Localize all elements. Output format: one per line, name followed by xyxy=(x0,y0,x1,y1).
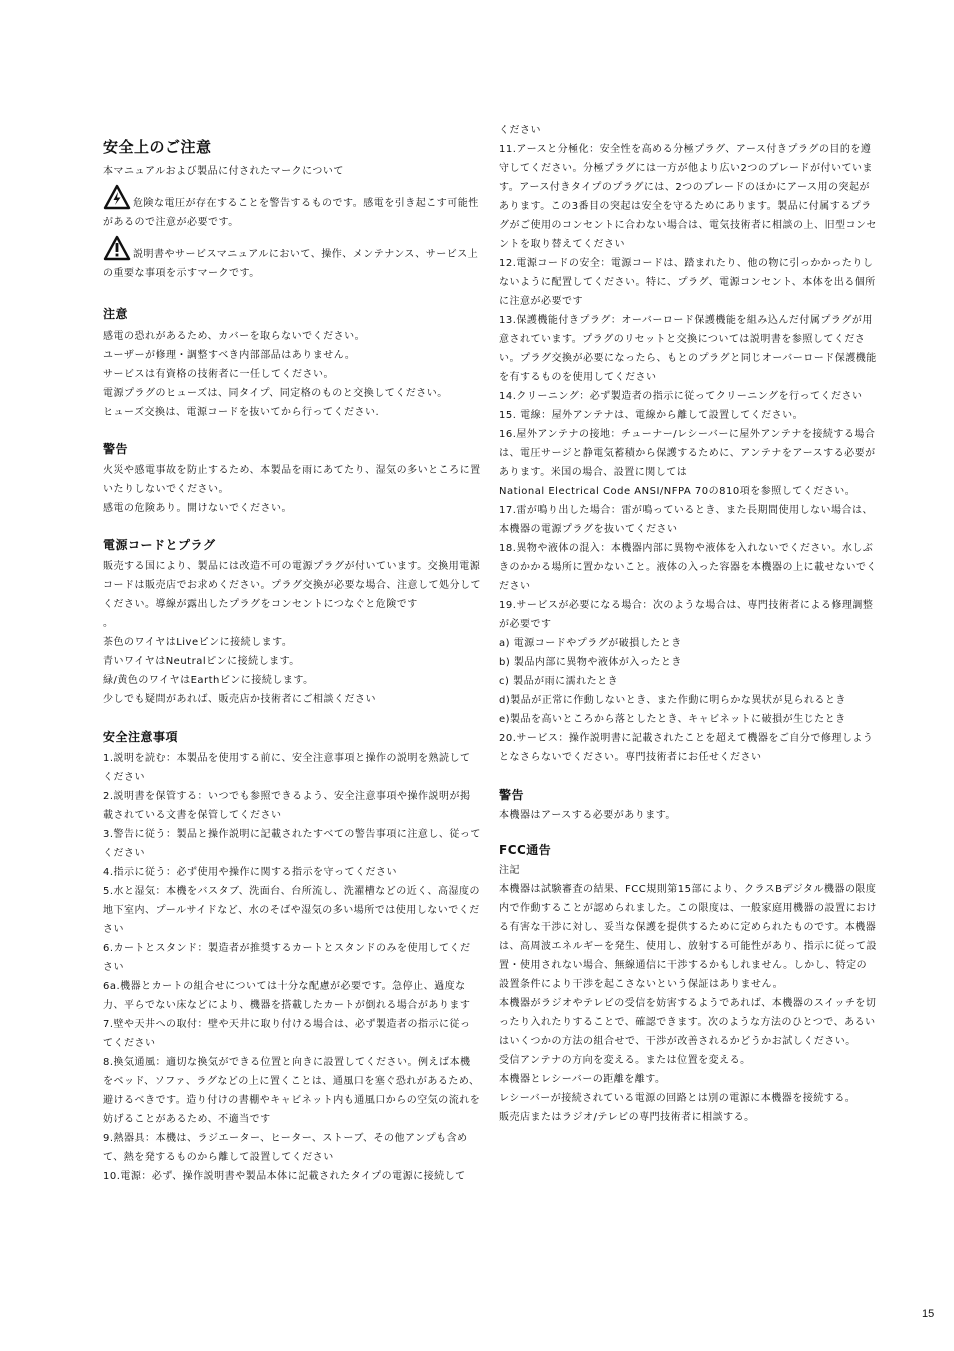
grounding-warning-body: 本機器はアースする必要があります。 xyxy=(499,810,676,821)
power-cord-body: 販売する国により、製品には改造不可の電源プラグが付いています。交換用電源コードは販売店でお求めください。プラグ交換が必要な場合、注意して処分してください。導線が露出したプラグをコンセントにつなぐと危険です 。 茶色のワイヤはLiveピンに接続します。 青いワイヤはNeutralピンに接続します。 緑/黄色のワイヤはEarthピンに接続します。 少しでも疑問があれば、販売店か技術者にご相談ください xyxy=(103,561,481,705)
grounding-warning-heading: 警告 xyxy=(499,788,525,802)
safety-instructions-continued: ください 11.アースと分極化：安全性を高める分極プラグ、アース付きプラグの目的を遵守してください。分極プラグには一方が他より広い2つのブレードが付いています。アース付きタイプのプラグには、2つのブレードのほかにアース用の突起があります。この3番目の突起は安全を守るためにあります。製品に付属するプラグがご使用のコンセントに合わない場合は、電気技術者に相談の上、旧型コンセントを取り替えてください 12.電源コードの安全：電源コードは、踏まれたり、他の物に引っかかったりしないように配置してください。特に、プラグ、電源コンセント、本体を出る個所に注意が必要です 13.保護機能付きプラグ：オーバーロード保護機能を組み込んだ付属プラグが用意されています。プラグのリセットと交換については説明書を参照してください。プラグ交換が必要になったら、もとのプラグと同じオーバーロード保護機能を有するものを使用してください 14.クリーニング：必ず製造者の指示に従ってクリーニングを行ってください 15. 電線：屋外アンテナは、電線から離して設置してください。 16.屋外アンテナの接地：チューナー/レシーバーに屋外アンテナを接続する場合は、電圧サージと静電気蓄積から保護するために、アンテナをアースする必要があります。米国の場合、設置に関しては National Electrical Code ANSI/NFPA 70の810項を参照してください。 17.雷が鳴り出した場合：雷が鳴っているとき、また長期間使用しない場合は、本機器の電源プラグを抜いてください 18.異物や液体の混入：本機器内部に異物や液体を入れないでください。水しぶきのかかる場所に置かないこと。液体の入った容器を本機器の上に載せないでください 19.サービスが必要になる場合：次のような場合は、専門技術者による修理調整が必要です a) 電源コードやプラグが破損したとき b) 製品内部に異物や液体が入ったとき c) 製品が雨に濡れたとき d)製品が正常に作動しないとき、また作動に明らかな異状が見られるとき e)製品を高いところから落としたとき、キャビネットに破損が生じたとき 20.サービス：操作説明書に記載されたことを超えて機器をご自分で修理しようとなさらないでください。専門技術者にお任せください xyxy=(499,125,877,763)
page-number: 15 xyxy=(922,1308,935,1320)
caution-heading: 注意 xyxy=(103,307,129,321)
lightning-warning-text: 危険な電圧が存在することを警告するものです。感電を引き起こす可能性があるので注意が必要です。 xyxy=(103,198,479,228)
exclamation-warning-row xyxy=(103,235,481,283)
lightning-warning-icon xyxy=(103,184,131,210)
fcc-heading: FCC通告 xyxy=(499,843,552,857)
exclamation-warning-icon xyxy=(103,235,131,261)
exclamation-warning-text: 説明書やサービスマニュアルにおいて、操作、メンテナンス、サービス上の重要な事項を示すマークです。 xyxy=(103,249,479,279)
safety-instructions-heading: 安全注意事項 xyxy=(103,730,179,744)
fcc-body: 注記 本機器は試験審査の結果、FCC規則第15部により、クラスBデジタル機器の限度内で作動することが認められました。この限度は、一般家庭用機器の設置における有害な干渉に対し、妥当な保護を提供するために定められたものです。本機器は、高周波エネルギーを発生、使用し、放射する可能性があり、指示に従って設置・使用されない場合、無線通信に干渉するかもしれません。しかし、特定の設置条件により干渉を起こさないという保証はありません。 本機器がラジオやテレビの受信を妨害するようであれば、本機器のスイッチを切ったり入れたりすることで、確認できます。次のような方法のひとつで、あるいはいくつかの方法の組合せで、干渉が改善されるかどうかお試しください。 受信アンテナの方向を変える。または位置を変える。 本機器とレシーバーの距離を離す。 レシーバーが接続されている電源の回路とは別の電源に本機器を接続する。 販売店またはラジオ/テレビの専門技術者に相談する。 xyxy=(499,865,877,1123)
lightning-warning-row xyxy=(103,184,481,232)
warning-body: 火災や感電事故を防止するため、本製品を雨にあてたり、湿気の多いところに置いたりしないでください。 感電の危険あり。開けないでください。 xyxy=(103,465,481,514)
safety-instructions-body: 1.説明を読む：本製品を使用する前に、安全注意事項と操作の説明を熟読してください 2.説明書を保管する：いつでも参照できるよう、安全注意事項や操作説明が掲載されている文書を保管してください 3.警告に従う：製品と操作説明に記載されたすべての警告事項に注意し、従ってください 4.指示に従う：必ず使用や操作に関する指示を守ってください 5.水と湿気：本機をバスタブ、洗面台、台所流し、洗濯槽などの近く、高湿度の地下室内、プールサイドなど、水のそばや湿気の多い場所では使用しないでください 6.カートとスタンド：製造者が推奨するカートとスタンドのみを使用してください 6a.機器とカートの組合せについては十分な配慮が必要です。急停止、過度な力、平らでない床などにより、機器を搭載したカートが倒れる場合があります 7.壁や天井への取付：壁や天井に取り付ける場合は、必ず製造者の指示に従ってください 8.換気通風：適切な換気ができる位置と向きに設置してください。例えば本機をベッド、ソファ、ラグなどの上に置くことは、通風口を塞ぐ恐れがあるため、避けるべきです。造り付けの書棚やキャビネット内も通風口からの空気の流れを妨げることがあるため、不適当です 9.熱器具：本機は、ラジエーター、ヒーター、ストーブ、その他アンプも含めて、熱を発するものから離して設置してください 10.電源：必ず、操作説明書や製品本体に記載されたタイプの電源に接続して xyxy=(103,753,481,1182)
power-cord-heading: 電源コードとプラグ xyxy=(103,538,216,552)
warning-heading: 警告 xyxy=(103,442,129,456)
main-title: 安全上のご注意 xyxy=(103,138,212,156)
caution-body: 感電の恐れがあるため、カバーを取らないでください。 ユーザーが修理・調整すべき内部部品はありません。 サービスは有資格の技術者に一任してください。 電源プラグのヒューズは、同タイプ、同定格のものと交換してください。 ヒューズ交換は、電源コードを抜いてから行ってください. xyxy=(103,331,448,418)
intro-text: 本マニュアルおよび製品に付されたマークについて xyxy=(103,166,344,177)
